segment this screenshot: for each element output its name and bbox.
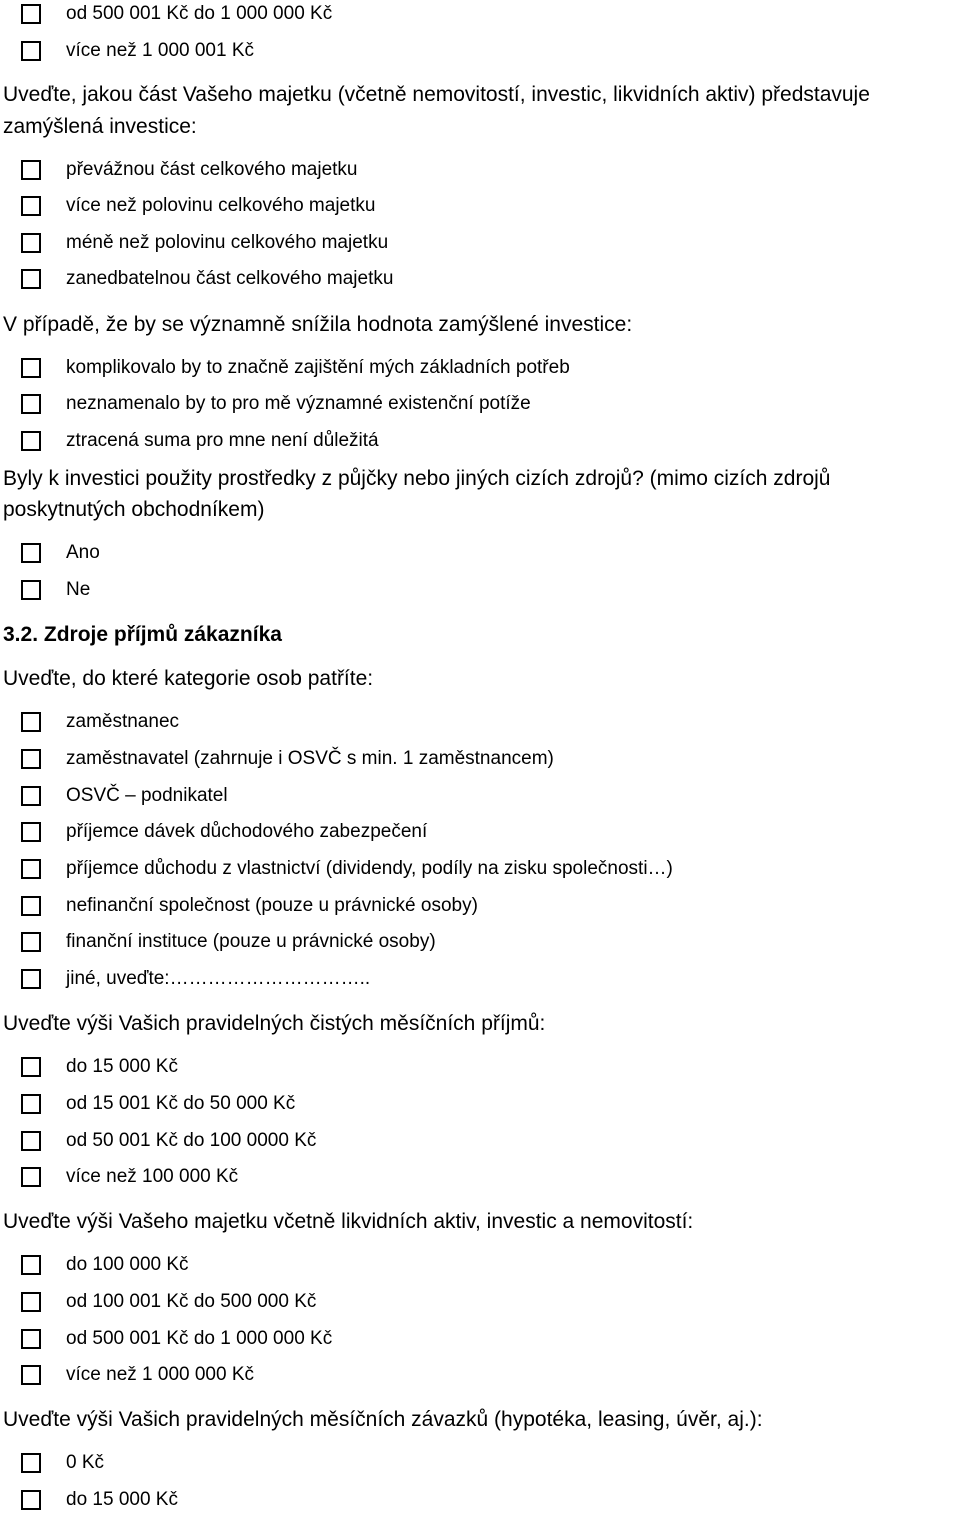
checkbox-option[interactable] xyxy=(0,156,960,186)
option-label: zanedbatelnou část celkového majetku xyxy=(66,268,394,289)
checkbox-option[interactable] xyxy=(0,265,960,295)
checkbox-option[interactable] xyxy=(0,0,960,30)
option-label: zaměstnavatel (zahrnuje i OSVČ s min. 1 zaměstnancem) xyxy=(66,748,554,769)
checkbox[interactable] xyxy=(21,580,41,600)
option-label: od 100 001 Kč do 500 000 Kč xyxy=(66,1291,317,1312)
checkbox[interactable] xyxy=(21,969,41,989)
checkbox-option[interactable] xyxy=(0,354,960,384)
checkbox-option[interactable] xyxy=(0,1163,960,1193)
checkbox[interactable] xyxy=(21,1292,41,1312)
question-text: Uveďte výši Vašich pravidelných čistých měsíčních příjmů: xyxy=(3,1012,546,1035)
checkbox-option[interactable] xyxy=(0,390,960,420)
checkbox-option[interactable] xyxy=(0,1325,960,1355)
option-label: od 500 001 Kč do 1 000 000 Kč xyxy=(66,3,333,24)
option-label: více než polovinu celkového majetku xyxy=(66,195,376,216)
question-text: Uveďte výši Vašich pravidelných měsíčních závazků (hypotéka, leasing, úvěr, aj.): xyxy=(3,1408,763,1431)
checkbox[interactable] xyxy=(21,41,41,61)
question-text: V případě, že by se významně snížila hodnota zamýšlené investice: xyxy=(3,313,633,336)
option-label: více než 1 000 001 Kč xyxy=(66,40,255,61)
checkbox-option[interactable] xyxy=(0,37,960,67)
option-label: od 500 001 Kč do 1 000 000 Kč xyxy=(66,1328,333,1349)
option-label: Ano xyxy=(66,542,100,563)
checkbox-option[interactable] xyxy=(0,539,960,569)
checkbox[interactable] xyxy=(21,1453,41,1473)
checkbox[interactable] xyxy=(21,712,41,732)
checkbox[interactable] xyxy=(21,1329,41,1349)
checkbox[interactable] xyxy=(21,1167,41,1187)
checkbox-option[interactable] xyxy=(0,1288,960,1318)
checkbox-option[interactable] xyxy=(0,192,960,222)
checkbox[interactable] xyxy=(21,233,41,253)
question-text: Byly k investici použity prostředky z půjčky nebo jiných cizích zdrojů? (mimo cizích zdrojů xyxy=(3,467,831,490)
option-label: od 15 001 Kč do 50 000 Kč xyxy=(66,1093,296,1114)
checkbox-option[interactable] xyxy=(0,576,960,606)
checkbox[interactable] xyxy=(21,1490,41,1510)
checkbox[interactable] xyxy=(21,1057,41,1077)
checkbox-option[interactable] xyxy=(0,892,960,922)
option-label: jiné, uveďte:………………………….. xyxy=(66,968,371,989)
checkbox-option[interactable] xyxy=(0,1251,960,1281)
checkbox[interactable] xyxy=(21,896,41,916)
checkbox[interactable] xyxy=(21,269,41,289)
option-label: více než 1 000 000 Kč xyxy=(66,1364,255,1385)
checkbox[interactable] xyxy=(21,196,41,216)
checkbox[interactable] xyxy=(21,358,41,378)
checkbox-option[interactable] xyxy=(0,1361,960,1391)
checkbox[interactable] xyxy=(21,822,41,842)
checkbox-option[interactable] xyxy=(0,1127,960,1157)
checkbox-option[interactable] xyxy=(0,1486,960,1516)
checkbox[interactable] xyxy=(21,543,41,563)
checkbox-option[interactable] xyxy=(0,855,960,885)
checkbox[interactable] xyxy=(21,1255,41,1275)
question-text: poskytnutých obchodníkem) xyxy=(3,498,265,521)
question-text: Uveďte, do které kategorie osob patříte: xyxy=(3,667,374,690)
question-text: zamýšlená investice: xyxy=(3,115,197,138)
option-label: 0 Kč xyxy=(66,1452,105,1473)
section-heading: 3.2. Zdroje příjmů zákazníka xyxy=(3,623,282,646)
checkbox[interactable] xyxy=(21,1365,41,1385)
checkbox-option[interactable] xyxy=(0,818,960,848)
option-label: do 15 000 Kč xyxy=(66,1056,178,1077)
option-label: ztracená suma pro mne není důležitá xyxy=(66,430,379,451)
checkbox-option[interactable] xyxy=(0,1090,960,1120)
checkbox[interactable] xyxy=(21,749,41,769)
option-label: do 100 000 Kč xyxy=(66,1254,189,1275)
checkbox-option[interactable] xyxy=(0,1053,960,1083)
option-label: OSVČ – podnikatel xyxy=(66,785,228,806)
checkbox-option[interactable] xyxy=(0,229,960,259)
option-label: příjemce dávek důchodového zabezpečení xyxy=(66,821,428,842)
checkbox-option[interactable] xyxy=(0,1449,960,1479)
option-label: komplikovalo by to značně zajištění mých základních potřeb xyxy=(66,357,570,378)
option-label: od 50 001 Kč do 100 0000 Kč xyxy=(66,1130,317,1151)
option-label: finanční instituce (pouze u právnické osoby) xyxy=(66,931,436,952)
checkbox-option[interactable] xyxy=(0,708,960,738)
checkbox[interactable] xyxy=(21,431,41,451)
option-label: Ne xyxy=(66,579,91,600)
option-label: příjemce důchodu z vlastnictví (dividendy, podíly na zisku společnosti…) xyxy=(66,858,673,879)
question-text: Uveďte výši Vašeho majetku včetně likvidních aktiv, investic a nemovitostí: xyxy=(3,1210,694,1233)
checkbox-option[interactable] xyxy=(0,965,960,995)
checkbox-option[interactable] xyxy=(0,745,960,775)
checkbox[interactable] xyxy=(21,394,41,414)
option-label: převážnou část celkového majetku xyxy=(66,159,358,180)
question-text: Uveďte, jakou část Vašeho majetku (včetně nemovitostí, investic, likvidních aktiv) představuje xyxy=(3,83,870,106)
checkbox[interactable] xyxy=(21,859,41,879)
checkbox[interactable] xyxy=(21,4,41,24)
option-label: zaměstnanec xyxy=(66,711,180,732)
checkbox-option[interactable] xyxy=(0,928,960,958)
checkbox[interactable] xyxy=(21,932,41,952)
checkbox[interactable] xyxy=(21,1131,41,1151)
option-label: neznamenalo by to pro mě významné existenční potíže xyxy=(66,393,531,414)
checkbox[interactable] xyxy=(21,786,41,806)
option-label: do 15 000 Kč xyxy=(66,1489,178,1510)
checkbox-option[interactable] xyxy=(0,427,960,457)
option-label: nefinanční společnost (pouze u právnické osoby) xyxy=(66,895,478,916)
option-label: méně než polovinu celkového majetku xyxy=(66,232,389,253)
checkbox[interactable] xyxy=(21,160,41,180)
checkbox[interactable] xyxy=(21,1094,41,1114)
checkbox-option[interactable] xyxy=(0,782,960,812)
option-label: více než 100 000 Kč xyxy=(66,1166,239,1187)
